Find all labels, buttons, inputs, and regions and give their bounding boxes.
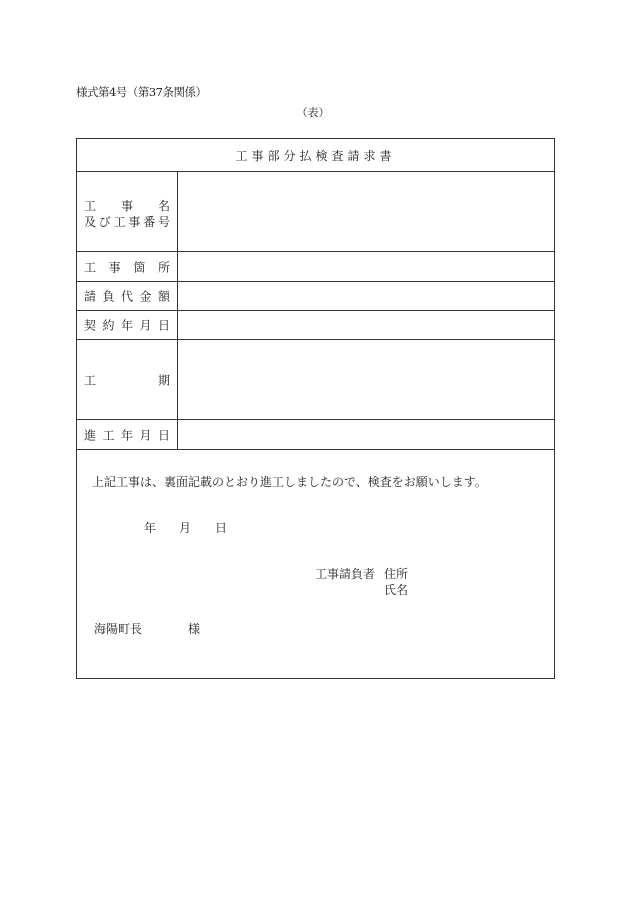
construction-location-label: 工 事 箇 所 xyxy=(77,252,178,281)
progress-date-row xyxy=(77,420,554,450)
construction-location-value[interactable] xyxy=(178,252,554,281)
contract-amount-value[interactable] xyxy=(178,282,554,310)
construction-name-value[interactable] xyxy=(178,172,554,251)
contract-date-row xyxy=(77,311,554,340)
label-line-2: 及 び 工 事 番 号 xyxy=(84,215,170,229)
request-form xyxy=(76,138,555,679)
request-statement: 上記工事は、裏面記載のとおり進工しましたので、検査をお願いします。 xyxy=(92,475,487,489)
construction-name-row xyxy=(77,172,554,252)
progress-date-label: 進 工 年 月 日 xyxy=(77,420,178,449)
side-label: （表） xyxy=(296,106,330,119)
day-unit: 日 xyxy=(215,521,228,535)
contract-amount-row xyxy=(77,282,554,311)
form-reference: 様式第4号（第37条関係） xyxy=(76,85,207,99)
contract-amount-label: 請 負 代 金 額 xyxy=(77,282,178,310)
request-section xyxy=(77,450,554,679)
construction-period-label: 工 期 xyxy=(77,340,178,419)
applicant-address-label: 住所 xyxy=(384,567,409,581)
contract-date-label: 契 約 年 月 日 xyxy=(77,311,178,339)
form-title: 工事部分払検査請求書 xyxy=(77,139,554,172)
year-unit: 年 xyxy=(144,521,157,535)
addressee-honorific: 様 xyxy=(188,622,201,636)
label-line-1: 工 事 名 xyxy=(84,199,170,213)
month-unit: 月 xyxy=(179,521,192,535)
applicant-role: 工事請負者 xyxy=(315,567,376,581)
construction-name-label xyxy=(77,172,178,251)
contract-date-value[interactable] xyxy=(178,311,554,339)
addressee-name: 海陽町長 xyxy=(94,622,143,636)
applicant-name-label: 氏名 xyxy=(384,583,409,597)
progress-date-value[interactable] xyxy=(178,420,554,449)
construction-period-value[interactable] xyxy=(178,340,554,419)
construction-period-row xyxy=(77,340,554,420)
construction-location-row xyxy=(77,252,554,282)
